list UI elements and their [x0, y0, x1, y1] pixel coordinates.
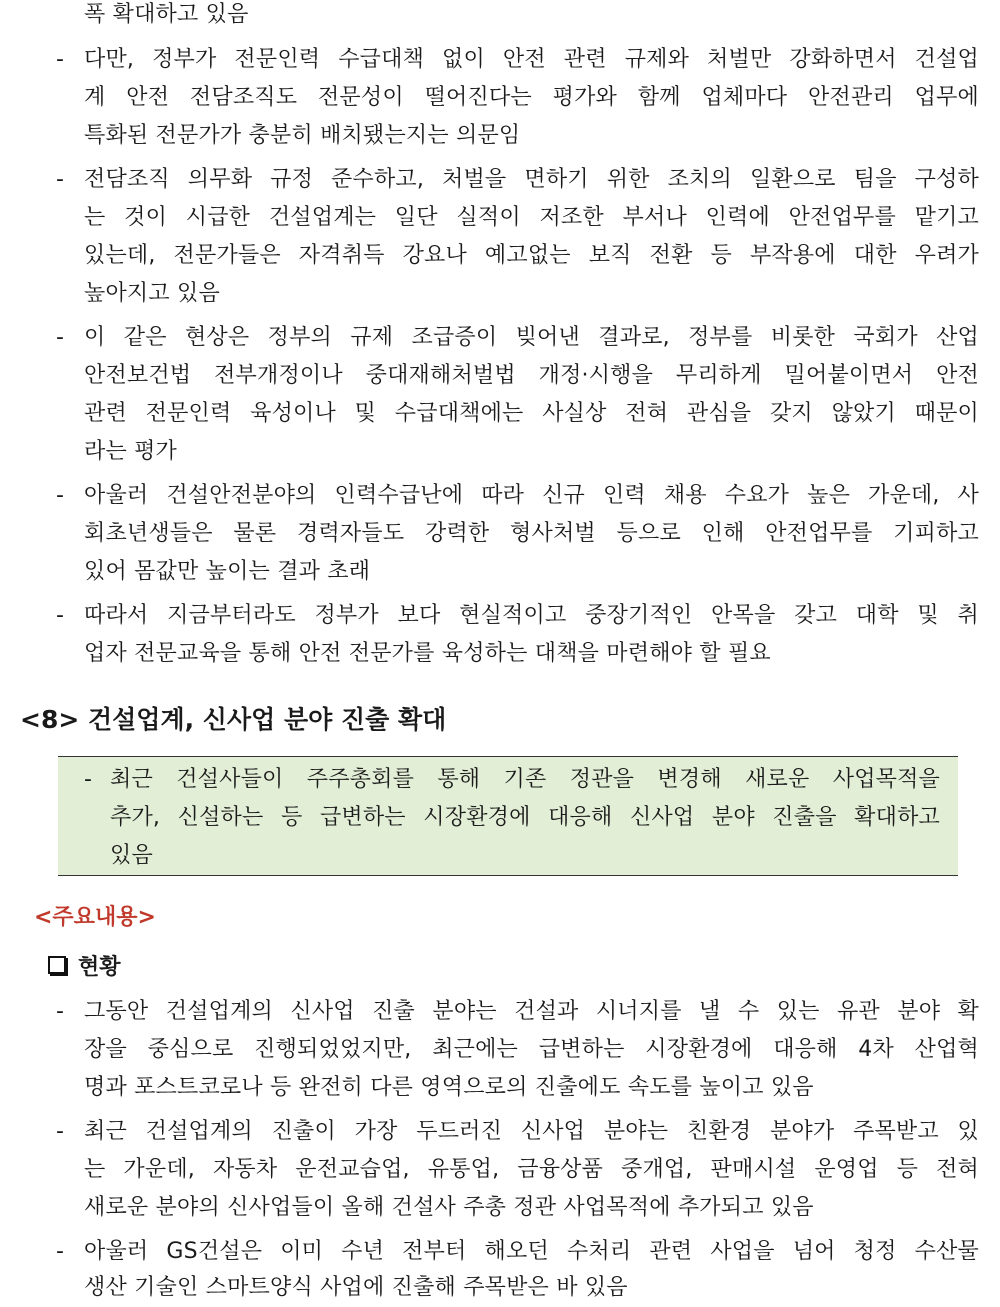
paragraph-line: 특화된 전문가가 충분히 배치됐는지는 의문임	[84, 123, 521, 148]
status-heading	[48, 950, 121, 986]
paragraph-line: 폭 확대하고 있음	[84, 2, 249, 27]
paragraph-line: 회초년생들은 물론 경력자들도 강력한 형사처벌 등으로 인해 안전업무를 기피하고	[84, 521, 979, 546]
paragraph-line: 생산 기술인 스마트양식 사업에 진출해 주목받은 바 있음	[84, 1275, 628, 1300]
paragraph-line: 업자 전문교육을 통해 안전 전문가를 육성하는 대책을 마련해야 할 필요	[84, 641, 771, 666]
main-content-heading: <주요내용>	[34, 905, 156, 930]
status-heading-label: 현황	[78, 955, 121, 980]
paragraph-line: 아울러 건설안전분야의 인력수급난에 따라 신규 인력 채용 수요가 높은 가운데, 사	[84, 483, 979, 508]
paragraph-line: 있는데, 전문가들은 자격취득 강요나 예고없는 보직 전환 등 부작용에 대한 우려가	[84, 243, 979, 268]
paragraph-line: 관련 전문인력 육성이나 및 수급대책에는 사실상 전혀 관심을 갖지 않았기 때문이	[84, 401, 979, 426]
paragraph-line: 최근 건설업계의 진출이 가장 두드러진 신사업 분야는 친환경 분야가 주목받고 있	[84, 1119, 979, 1144]
paragraph-line: 아울러 GS건설은 이미 수년 전부터 해오던 수처리 관련 사업을 넘어 청정 수산물	[84, 1239, 979, 1264]
paragraph-line: 높아지고 있음	[84, 281, 220, 306]
paragraph-line: 전담조직 의무화 규정 준수하고, 처벌을 면하기 위한 조치의 일환으로 팀을 구성하	[84, 167, 979, 192]
paragraph-line: 계 안전 전담조직도 전문성이 떨어진다는 평가와 함께 업체마다 안전관리 업무에	[84, 85, 979, 110]
summary-line: 최근 건설사들이 주주총회를 통해 기존 정관을 변경해 새로운 사업목적을	[110, 767, 940, 792]
dash-bullet: -	[56, 999, 65, 1024]
dash-bullet: -	[56, 167, 65, 192]
paragraph-line: 다만, 정부가 전문인력 수급대책 없이 안전 관련 규제와 처벌만 강화하면서 건설업	[84, 47, 979, 72]
dash-bullet: -	[56, 1239, 65, 1264]
dash-bullet: -	[84, 767, 93, 792]
dash-bullet: -	[56, 325, 65, 350]
dash-bullet: -	[56, 1119, 65, 1144]
dash-bullet: -	[56, 47, 65, 72]
paragraph-line: 그동안 건설업계의 신사업 진출 분야는 건설과 시너지를 낼 수 있는 유관 분야 확	[84, 999, 979, 1024]
paragraph-line: 따라서 지금부터라도 정부가 보다 현실적이고 중장기적인 안목을 갖고 대학 및 취	[84, 603, 979, 628]
paragraph-line: 새로운 분야의 신사업들이 올해 건설사 주총 정관 사업목적에 추가되고 있음	[84, 1195, 814, 1220]
paragraph-line: 는 가운데, 자동차 운전교습업, 유통업, 금융상품 중개업, 판매시설 운영업 등 전혀	[84, 1157, 979, 1182]
paragraph-line: 있어 몸값만 높이는 결과 초래	[84, 559, 371, 584]
summary-line: 있음	[110, 843, 153, 868]
dash-bullet: -	[56, 483, 65, 508]
summary-line: 추가, 신설하는 등 급변하는 시장환경에 대응해 신사업 분야 진출을 확대하고	[110, 805, 940, 830]
checkbox-square-icon	[48, 956, 66, 974]
paragraph-line: 이 같은 현상은 정부의 규제 조급증이 빚어낸 결과로, 정부를 비롯한 국회가 산업	[84, 325, 979, 350]
paragraph-line: 는 것이 시급한 건설업계는 일단 실적이 저조한 부서나 인력에 안전업무를 맡기고	[84, 205, 979, 230]
paragraph-line: 명과 포스트코로나 등 완전히 다른 영역으로의 진출에도 속도를 높이고 있음	[84, 1075, 814, 1100]
paragraph-line: 안전보건법 전부개정이나 중대재해처벌법 개정·시행을 무리하게 밀어붙이면서 안전	[84, 363, 979, 388]
dash-bullet: -	[56, 603, 65, 628]
paragraph-line: 라는 평가	[84, 439, 178, 464]
paragraph-line: 장을 중심으로 진행되었었지만, 최근에는 급변하는 시장환경에 대응해 4차 산업혁	[84, 1037, 979, 1062]
section-title: <8> 건설업계, 신사업 분야 진출 확대	[20, 705, 447, 734]
